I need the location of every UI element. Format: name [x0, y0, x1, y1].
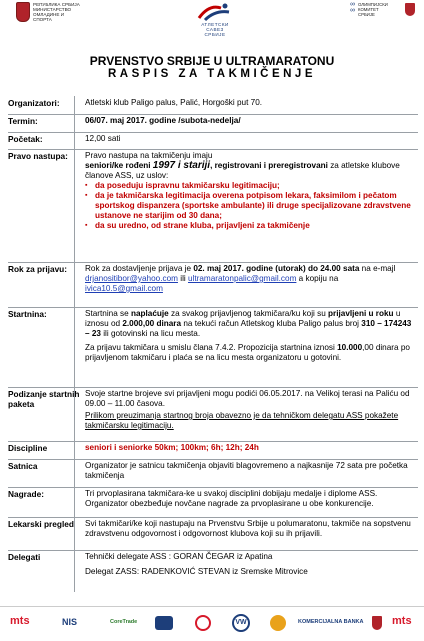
sponsor-nis: NIS	[62, 617, 78, 627]
runner-icon	[195, 2, 235, 22]
value-nagrade: Tri prvoplasirana takmičara-ke u svakoj disciplini dobijaju medalje i diplome ASS. Organizator obezbeđuje novčane nagrade za prvoplasirane u obe konkurencije.	[85, 489, 378, 508]
sponsor-logo-4	[155, 616, 173, 630]
row-pravo-nastupa	[8, 149, 418, 263]
email-link[interactable]: drjanositibor@yahoo.com	[85, 274, 178, 283]
value-delegati	[85, 552, 415, 577]
serbia-crest-icon	[16, 2, 30, 22]
condition-item: ▪ da je takmičarska legitimacija overena potpisom lekara, faksimilom i pečatom sportskog dispanzera (sportske ambulante) ili druge specijalizovane zdravstvene ustanove ne starijim od 30 dana;	[85, 191, 415, 221]
federation-line1: АТЛЕТСКИ	[201, 22, 229, 27]
row-nagrade	[8, 487, 418, 518]
federation-line2: САВЕЗ	[206, 27, 224, 32]
olympic-committee-logo	[350, 2, 410, 17]
label-rok: Rok za prijavu:	[8, 264, 68, 274]
sponsor-mts-left: mts	[10, 615, 30, 627]
label-discipline: Discipline	[8, 443, 48, 453]
row-organizatori	[8, 96, 418, 115]
label-delegati: Delegati	[8, 552, 41, 562]
sponsor-mts-right: mts	[392, 615, 412, 627]
label-pocetak: Početak:	[8, 134, 43, 144]
sponsor-vw: VW	[232, 614, 250, 632]
header	[0, 0, 424, 42]
ministry-logo	[16, 2, 93, 22]
row-pocetak	[8, 132, 418, 150]
olympic-line3: СРБИЈЕ	[358, 12, 375, 17]
value-satnica: Organizator je satnicu takmičenja objaviti blagovremeno a najkasnije 72 sata pre početka takmičenja	[85, 461, 408, 480]
row-rok-za-prijavu	[8, 262, 418, 308]
conditions-list	[85, 181, 415, 231]
condition-item: ▪ da poseduju ispravnu takmičarsku legitimaciju;	[85, 181, 415, 191]
condition-item: ▪ da su uredno, od strane kluba, prijavljeni za takmičenje	[85, 221, 415, 231]
label-startnina: Startnina:	[8, 309, 47, 319]
row-satnica	[8, 459, 418, 488]
row-lekarski	[8, 517, 418, 551]
olympic-line2: КОМИТЕТ	[358, 7, 379, 12]
value-pravo-nastupa	[85, 151, 415, 231]
label-nagrade: Nagrade:	[8, 489, 44, 499]
sponsor-logo-5	[195, 615, 211, 631]
ministry-line1: РЕПУБЛИКА СРБИЈА	[33, 2, 80, 7]
zass-delegate: Delegat ZASS: RADENKOVIĆ STEVAN iz Sremske Mitrovice	[85, 567, 308, 576]
podizanje-note: Prilikom preuzimanja startnog broja obavezno je da tehničkom delegatu ASS pokažete takmičarsku legitimaciju.	[85, 411, 399, 430]
startnina-fee: Startnina se naplaćuje za svakog prijavljenog takmičara/ku koji su prijavljeni u roku u iznosu od 2.000,00 dinara na tekući račun Atletskog kluba Paligo palus broj 310 – 174243 – 23 ili gotovinski na licu mesta.	[85, 309, 412, 338]
row-delegati	[8, 550, 418, 592]
email-link[interactable]: ultramaratonpalic@gmail.com	[187, 274, 297, 283]
olympic-line1: ОЛИМПИЈСКИ	[358, 2, 388, 7]
label-lekarski: Lekarski pregled	[8, 519, 74, 529]
page-subtitle: RASPIS ZA TAKMIČENJE	[107, 68, 316, 80]
ministry-line2: МИНИСТАРСТВО	[33, 7, 72, 12]
value-lekarski: Svi takmičari/ke koji nastupaju na Prvenstvu Srbije u polumaratonu, takmiče na sopstvenu zdravstvenu odgovornost i odgovornost klubova koji su ih prijavili.	[85, 519, 411, 538]
athletics-federation-logo	[180, 2, 250, 37]
value-podizanje	[85, 389, 415, 431]
value-termin: 06/07. maj 2017. godine /subota-nedelja/	[85, 116, 241, 125]
label-organizatori: Organizatori:	[8, 98, 60, 108]
row-podizanje	[8, 387, 418, 442]
email-link[interactable]: ivica10.5@gmail.com	[85, 284, 163, 293]
sponsor-komercijalna-banka: KOMERCIJALNA BANKA	[298, 619, 364, 625]
label-satnica: Satnica	[8, 461, 38, 471]
value-rok: Rok za dostavljenje prijava je 02. maj 2017. godine (utorak) do 24.00 sata na e-majl drjanositibor@yahoo.com ili ultramaratonpalic@gmail.com a kopiju na ivica10.5@gmail.com	[85, 264, 396, 293]
value-organizatori: Atletski klub Paligo palus, Palić, Horgoški put 70.	[85, 98, 263, 107]
podizanje-info: Svoje startne brojeve svi prijavljeni mogu podići 06.05.2017. na Velikoj terasi na Paliću od 09.00 – 11.00 časova.	[85, 389, 410, 408]
startnina-late: Za prijavu takmičara u smislu člana 7.4.2. Propozicija startnina iznosi 10.000,00 dinara po prijavljenom takmičaru i plaća se na licu mesta organizatoru u gotovini.	[85, 343, 410, 362]
federation-line3: СРБИЈЕ	[204, 32, 226, 37]
value-pocetak: 12,00 sati	[85, 134, 121, 143]
sponsor-coretrade: CoreTrade	[110, 619, 138, 625]
row-termin	[8, 114, 418, 133]
technical-delegate: Tehnički delegate ASS : GORAN ČEGAR iz Apatina	[85, 552, 273, 561]
value-discipline: seniori i seniorke 50km; 100km; 6h; 12h; 24h	[85, 443, 259, 452]
sponsor-crest	[372, 616, 382, 630]
row-discipline	[8, 441, 418, 460]
ministry-line3: ОМЛАДИНЕ И	[33, 12, 65, 17]
label-pravo-nastupa: Pravo nastupa:	[8, 151, 68, 161]
label-podizanje: Podizanje startnih paketa	[8, 389, 80, 409]
page-title: PRVENSTVO SRBIJE U ULTRAMARATONU	[89, 54, 335, 68]
sponsor-logo-7	[270, 615, 286, 631]
olympic-rings-icon: ∞ ∞	[350, 1, 355, 14]
sponsors-footer	[0, 606, 424, 641]
label-termin: Termin:	[8, 116, 38, 126]
ministry-line4: СПОРТА	[33, 17, 52, 22]
row-startnina	[8, 307, 418, 388]
pravo-eligibility: seniori/ke rođeni 1997 i stariji, registrovani i preregistrovani za atletske klubove članove ASS, uz uslov:	[85, 160, 400, 180]
value-startnina	[85, 309, 415, 363]
committee-shield-icon	[405, 3, 415, 16]
pravo-intro: Pravo nastupa na takmičenju imaju	[85, 151, 213, 160]
